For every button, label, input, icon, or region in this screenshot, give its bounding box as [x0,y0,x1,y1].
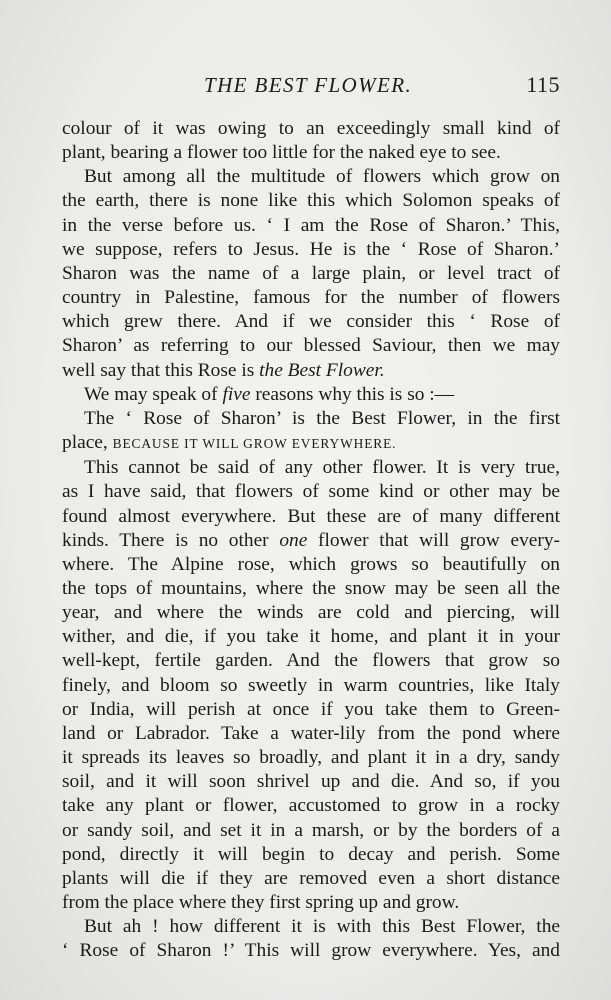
text-line: or India, will perish at once if you take them to Green- [62,698,560,720]
text-line: we suppose, refers to Jesus. He is the ‘ Rose of Sharon.’ [62,238,560,260]
text-line: ‘ Rose of Sharon !’ This will grow everywhere. Yes, and [62,940,560,962]
text-line: or sandy soil, and set it in a marsh, or by the borders of a [62,819,560,841]
text-segment: kinds. There is no other [62,529,269,551]
text-line: plant, bearing a flower too little for the naked eye to see. [62,142,501,164]
text-line: wither, and die, if you take it home, and plant it in your [62,626,560,648]
italic-text: one [279,529,308,551]
text-segment: We may speak of [84,383,218,405]
text-line: it spreads its leaves so broadly, and plant it in a dry, sandy [62,747,560,769]
text-line: This cannot be said of any other flower. It is very true, [84,457,560,479]
page-number: 115 [526,72,560,97]
text-line: Sharon was the name of a large plain, or level tract of [62,262,560,284]
text-line: from the place where they first spring up and grow. [62,892,460,913]
text-line: well-kept, fertile garden. And the flowers that grow so [62,650,560,672]
text-line: as I have said, that flowers of some kind or other may be [62,481,560,503]
small-caps-text: BECAUSE IT WILL GROW EVERYWHERE. [112,436,397,452]
text-segment: place, [62,432,108,454]
page-header [62,70,560,100]
italic-text: five [222,383,251,405]
running-title: THE BEST FLOWER. [204,73,413,97]
text-line: take any plant or flower, accustomed to grow in a rocky [62,795,560,817]
text-line: But ah ! how different it is with this Best Flower, the [84,916,560,938]
text-segment: reasons why this is so :— [255,383,455,405]
text-line: But among all the multitude of flowers which grow on [84,166,560,188]
text-line: the earth, there is none like this which Solomon speaks of [62,190,560,212]
body-text [62,117,560,963]
text-line: found almost everywhere. But these are of many different [62,505,560,527]
text-line: soil, and it will soon shrivel up and die. And so, if you [62,771,560,793]
text-line: which grew there. And if we consider this ‘ Rose of [62,311,560,333]
text-line: plants will die if they are removed even a short distance [62,867,560,889]
text-line: Sharon’ as referring to our blessed Saviour, then we may [62,335,560,357]
text-line: land or Labrador. Take a water-lily from the pond where [62,722,560,744]
text-line: The ‘ Rose of Sharon’ is the Best Flower, in the first [84,407,560,429]
text-line [62,383,560,407]
text-line: country in Palestine, famous for the number of flowers [62,287,560,309]
text-line: colour of it was owing to an exceedingly small kind of [62,118,560,139]
text-line [62,529,560,553]
text-segment: well say that this Rose is [62,359,255,381]
text-line: the tops of mountains, where the snow may be seen all the [62,577,560,599]
text-line [62,431,560,456]
italic-text: the Best Flower. [259,359,385,381]
text-line: where. The Alpine rose, which grows so beautifully on [62,553,560,575]
text-line: finely, and bloom so sweetly in warm countries, like Italy [62,674,560,696]
text-line: pond, directly it will begin to decay and perish. Some [62,843,560,865]
text-line: year, and where the winds are cold and piercing, will [62,602,560,624]
text-line [62,359,560,383]
text-segment: flower that will grow every- [318,529,560,551]
text-line: in the verse before us. ‘ I am the Rose of Sharon.’ This, [62,214,560,236]
